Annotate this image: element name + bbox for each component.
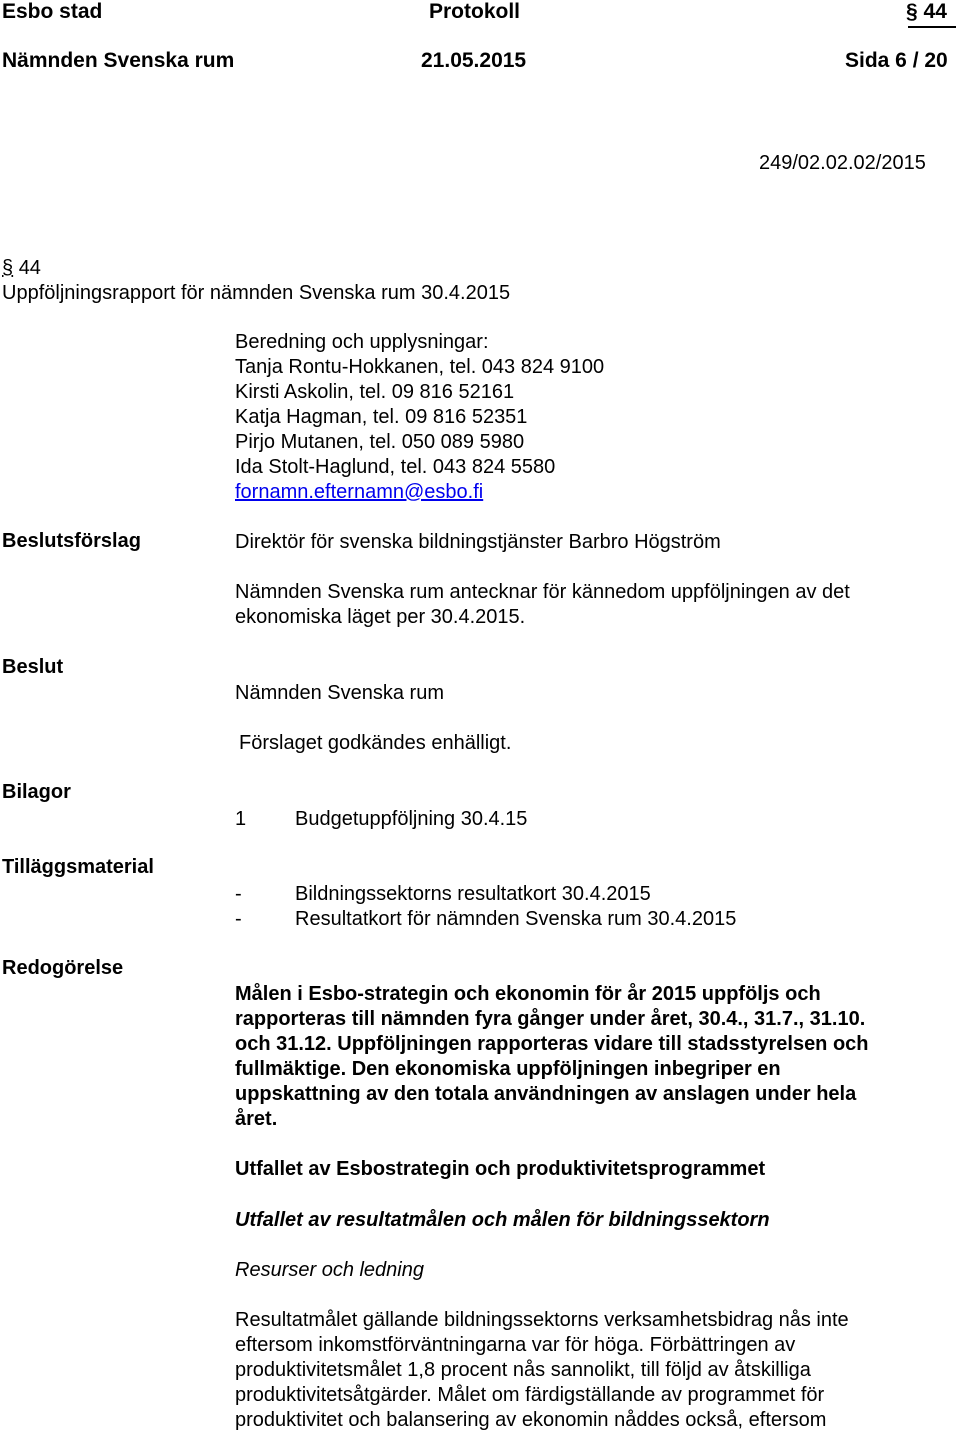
report-line: och 31.12. Uppföljningen rapporteras vidare till stadsstyrelsen och bbox=[235, 1033, 869, 1055]
label-proposal: Beslutsförslag bbox=[2, 530, 141, 552]
supplementary-item bbox=[235, 907, 736, 932]
paragraph-line: produktivitetsåtgärder. Målet om färdigställande av programmet för bbox=[235, 1384, 825, 1406]
proposal-presenter: Direktör för svenska bildningstjänster Barbro Högström bbox=[235, 531, 721, 553]
decision-outcome: Förslaget godkändes enhälligt. bbox=[239, 732, 512, 754]
header-date: 21.05.2015 bbox=[421, 49, 527, 72]
case-section-sign: § bbox=[2, 257, 14, 279]
paragraph-line: Resultatmålet gällande bildningssektorns verksamhetsbidrag nås inte bbox=[235, 1309, 849, 1331]
label-supplementary: Tilläggsmaterial bbox=[2, 856, 154, 878]
preparation-block bbox=[235, 330, 604, 505]
diary-number: 249/02.02.02/2015 bbox=[759, 152, 926, 174]
header-committee: Nämnden Svenska rum bbox=[2, 49, 235, 72]
attachment-number: 1 bbox=[235, 808, 247, 830]
bullet: - bbox=[235, 908, 242, 930]
report-line: året. bbox=[235, 1108, 278, 1130]
email-link[interactable]: fornamn.efternamn@esbo.fi bbox=[235, 481, 484, 503]
report-heading-strategy: Utfallet av Esbostrategin och produktivitetsprogrammet bbox=[235, 1158, 766, 1180]
decision-body: Nämnden Svenska rum bbox=[235, 682, 444, 704]
bullet: - bbox=[235, 883, 242, 905]
header-doc-type: Protokoll bbox=[429, 0, 521, 23]
attachment-item bbox=[235, 807, 527, 832]
proposal-text-line: Nämnden Svenska rum antecknar för kännedom uppföljningen av det bbox=[235, 581, 850, 603]
header-page: Sida 6 / 20 bbox=[845, 49, 948, 72]
case-section bbox=[2, 256, 41, 281]
contact-line: Pirjo Mutanen, tel. 050 089 5980 bbox=[235, 431, 525, 453]
report-line: fullmäktige. Den ekonomiska uppföljningen inbegriper en bbox=[235, 1058, 781, 1080]
report-heading-resources: Resurser och ledning bbox=[235, 1259, 424, 1281]
report-line: uppskattning av den totala användningen av anslagen under hela bbox=[235, 1083, 857, 1105]
paragraph-line: produktivitetsmålet 1,8 procent nås sannolikt, till följd av åtskilliga bbox=[235, 1359, 811, 1381]
proposal-text bbox=[235, 580, 850, 630]
header-org: Esbo stad bbox=[2, 0, 103, 23]
label-report: Redogörelse bbox=[2, 957, 124, 979]
report-intro bbox=[235, 982, 869, 1132]
label-decision: Beslut bbox=[2, 656, 64, 678]
contact-line: Tanja Rontu-Hokkanen, tel. 043 824 9100 bbox=[235, 356, 605, 378]
supplementary-title: Resultatkort för nämnden Svenska rum 30.4.2015 bbox=[295, 908, 737, 930]
supplementary-item bbox=[235, 882, 736, 907]
preparation-heading: Beredning och upplysningar: bbox=[235, 331, 489, 353]
header-section-no: 44 bbox=[923, 0, 947, 23]
report-paragraph bbox=[235, 1308, 849, 1433]
report-heading-results: Utfallet av resultatmålen och målen för bildningssektorn bbox=[235, 1209, 770, 1231]
supplementary-title: Bildningssektorns resultatkort 30.4.2015 bbox=[295, 883, 651, 905]
contact-line: Ida Stolt-Haglund, tel. 043 824 5580 bbox=[235, 456, 556, 478]
contact-line: Katja Hagman, tel. 09 816 52351 bbox=[235, 406, 528, 428]
section-sign: § bbox=[906, 0, 918, 23]
paragraph-line: produktivitet och balansering av ekonomin nåddes också, eftersom bbox=[235, 1409, 827, 1431]
report-line: Målen i Esbo-strategin och ekonomin för år 2015 uppföljs och bbox=[235, 983, 821, 1005]
proposal-text-line: ekonomiska läget per 30.4.2015. bbox=[235, 606, 526, 628]
supplementary-list bbox=[235, 882, 736, 932]
case-title: Uppföljningsrapport för nämnden Svenska rum 30.4.2015 bbox=[2, 282, 511, 304]
paragraph-line: eftersom inkomstförväntningarna var för höga. Förbättringen av bbox=[235, 1334, 796, 1356]
contact-line: Kirsti Askolin, tel. 09 816 52161 bbox=[235, 381, 515, 403]
section-underline bbox=[908, 26, 956, 28]
case-section-no: 44 bbox=[18, 257, 41, 279]
report-line: rapporteras till nämnden fyra gånger under året, 30.4., 31.7., 31.10. bbox=[235, 1008, 866, 1030]
label-attachments: Bilagor bbox=[2, 781, 71, 803]
header-section bbox=[906, 0, 947, 24]
attachment-title: Budgetuppföljning 30.4.15 bbox=[295, 808, 528, 830]
